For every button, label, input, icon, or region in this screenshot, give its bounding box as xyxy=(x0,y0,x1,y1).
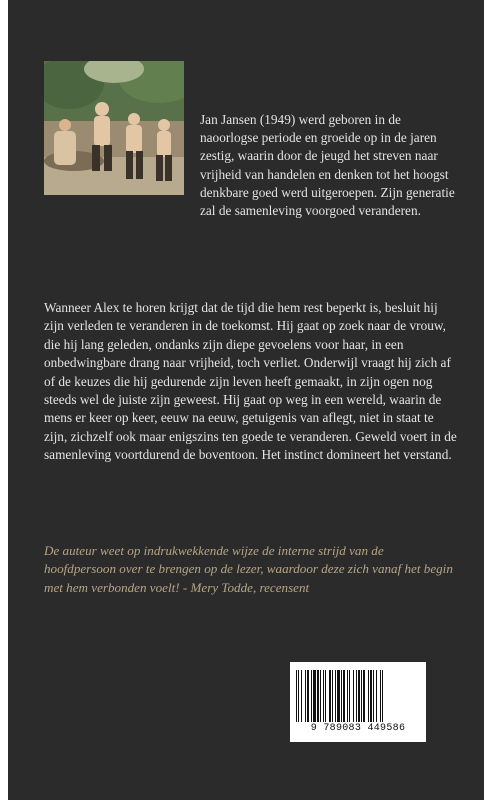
barcode-bars xyxy=(296,670,420,722)
author-bio: Jan Jansen (1949) werd geboren in de naoorlogse periode en groeide op in de jaren zestig, waarin door de jeugd het streven naar vrijheid van handelen en denken tot het hoogst denkbare goed werd uitgeroepen. Zijn generatie zal de samenleving voorgoed veranderen. xyxy=(200,112,455,219)
author-photo xyxy=(44,61,184,195)
book-synopsis: Wanneer Alex te horen krijgt dat de tijd die hem rest beperkt is, besluit hij zijn verleden te veranderen in de toekomst. Hij gaat op zoek naar de vrouw, die hij lang geleden, ondanks zijn diepe gevoelens voor haar, in een onbedwingbare drang naar vrijheid, toch verliet. Onderwijl vraagt hij zich af of de keuzes die hij gedurende zijn leven heeft gemaakt, in zijn ogen nog steeds wel de juiste zijn geweest. Hij gaat op weg in een wereld, waarin de mens er keer op keer, eeuw na eeuw, getuigenis van aflegt, niet in staat te zijn, zichzelf ook maar enigszins ten goede te veranderen. Geweld voert in de samenleving voortdurend de boventoon. Het instinct domineert het verstand. xyxy=(44,300,457,463)
isbn-number: 9 789083 449586 xyxy=(310,723,406,734)
back-cover xyxy=(8,0,484,800)
review-quote: De auteur weet op indrukwekkende wijze de interne strijd van de hoofdpersoon over te brengen op de lezer, waardoor deze zich vanaf het begin met hem verbonden voelt! - Mery Todde, recensent xyxy=(44,543,453,595)
isbn-barcode xyxy=(290,662,426,742)
